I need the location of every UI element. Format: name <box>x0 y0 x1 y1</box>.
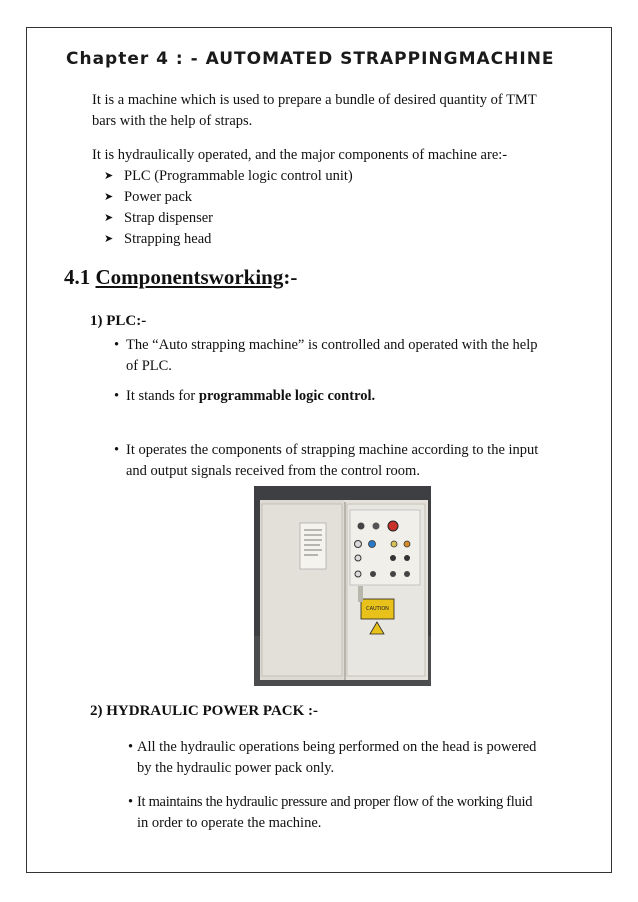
power-pack-heading: 2) HYDRAULIC POWER PACK :- <box>90 703 319 719</box>
arrow-bullet-icon: ➤ <box>104 233 114 245</box>
arrow-bullet-icon: ➤ <box>104 170 114 182</box>
component-item: ➤ PLC (Programmable logic control unit) <box>104 166 353 187</box>
section-heading: 4.1 Componentsworking:- <box>64 265 298 289</box>
intro-line-3: It is hydraulically operated, and the major components of machine are:- <box>92 147 508 163</box>
intro-line-2: bars with the help of straps. <box>92 113 253 129</box>
plc-bullet-3: • It operates the components of strapping machine according to the input and output signals received from the control room. <box>114 442 539 479</box>
plc-cabinet-photo <box>254 486 431 686</box>
arrow-bullet-icon: ➤ <box>104 191 114 203</box>
plc-bullet-1: • The “Auto strapping machine” is controlled and operated with the help of PLC. <box>114 337 538 374</box>
plc-bullet-2: • It stands for programmable logic control. <box>114 388 376 404</box>
component-item: ➤ Power pack <box>104 187 192 208</box>
component-item: ➤ Strapping head <box>104 229 211 250</box>
power-pack-bullet-2: • It maintains the hydraulic pressure and proper flow of the working fluid in order to operate the machine. <box>128 794 533 831</box>
chapter-title: Chapter 4 : - AUTOMATED STRAPPINGMACHINE <box>66 49 555 69</box>
plc-heading: 1) PLC:- <box>90 313 147 329</box>
intro-line-1: It is a machine which is used to prepare a bundle of desired quantity of TMT <box>92 92 537 108</box>
caution-sign-label: CAUTION <box>366 606 389 612</box>
component-item: ➤ Strap dispenser <box>104 208 213 229</box>
power-pack-bullet-1: • All the hydraulic operations being performed on the head is powered by the hydraulic power pack only. <box>128 739 537 776</box>
arrow-bullet-icon: ➤ <box>104 212 114 224</box>
